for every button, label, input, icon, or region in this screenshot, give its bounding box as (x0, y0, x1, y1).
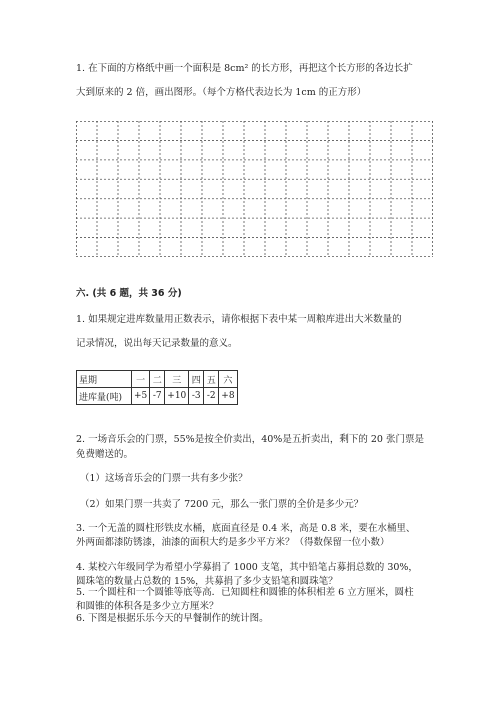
table-row-weekday (77, 371, 238, 388)
table-row-quantity (77, 388, 238, 405)
problem-2-line-1: 2. 一场音乐会的门票，55%是按全价卖出，40%是五折卖出，剩下的 20 张门票是 (76, 434, 424, 445)
problem-2-sub-1: （1）这场音乐会的门票一共有多少张？ (80, 473, 248, 484)
problem-2-sub-2: （2）如果门票一共卖了 7200 元，那么一张门票的全价是多少元？ (80, 499, 364, 510)
problem-4: 4. 某校六年级同学为希望小学募捐了 1000 支笔，其中铅笔占募捐总数的 30%，圆珠笔的数量占总数的 15%，共募捐了多少支铅笔和圆珠笔？ (76, 562, 418, 587)
table-cell-value: +5 (132, 388, 150, 405)
graph-paper-grid (76, 121, 433, 257)
table-cell-value: -2 (204, 388, 219, 405)
table-header-quantity: 进库量(吨) (77, 388, 132, 405)
problem-5: 5. 一个圆柱和一个圆锥等底等高．已知圆柱和圆锥的体积相差 6 立方厘米，圆柱和圆锥的体积各是多少立方厘米？ (76, 587, 414, 612)
table-cell-value: +8 (219, 388, 237, 405)
table-cell-day: 三 (165, 371, 189, 388)
section-title: 六. (共 6 题，共 36 分) (76, 288, 182, 299)
table-cell-value: -3 (189, 388, 204, 405)
table-cell-value: +10 (165, 388, 189, 405)
problem-1-line-2: 记录情况，说出每天记录数量的意义。 (76, 338, 238, 349)
table-cell-day: 四 (189, 371, 204, 388)
table-cell-day: 六 (219, 371, 237, 388)
problem-2-line-2: 免费赠送的。 (76, 449, 134, 460)
table-header-weekday: 星期 (77, 371, 132, 388)
problem-1-line-1: 1. 如果规定进库数量用正数表示，请你根据下表中某一周粮库进出大米数量的 (76, 314, 402, 325)
problem-3: 3. 一个无盖的圆柱形铁皮水桶，底面直径是 0.4 米，高是 0.8 米，要在水桶里、外两面都漆防锈漆，油漆的面积大约是多少平方米？（得数保留一位小数） (76, 523, 416, 548)
table-cell-day: 五 (204, 371, 219, 388)
question-1-line-1: 1. 在下面的方格纸中画一个面积是 8cm² 的长方形，再把这个长方形的各边长扩 (76, 63, 413, 74)
problem-6: 6. 下图是根据乐乐今天的早餐制作的统计图。 (76, 613, 269, 624)
table-cell-day: 一 (132, 371, 150, 388)
table-cell-value: -7 (150, 388, 165, 405)
question-1-line-2: 大到原来的 2 倍，画出图形。（每个方格代表边长为 1cm 的正方形） (76, 87, 367, 98)
grain-record-table (76, 370, 238, 405)
table-cell-day: 二 (150, 371, 165, 388)
